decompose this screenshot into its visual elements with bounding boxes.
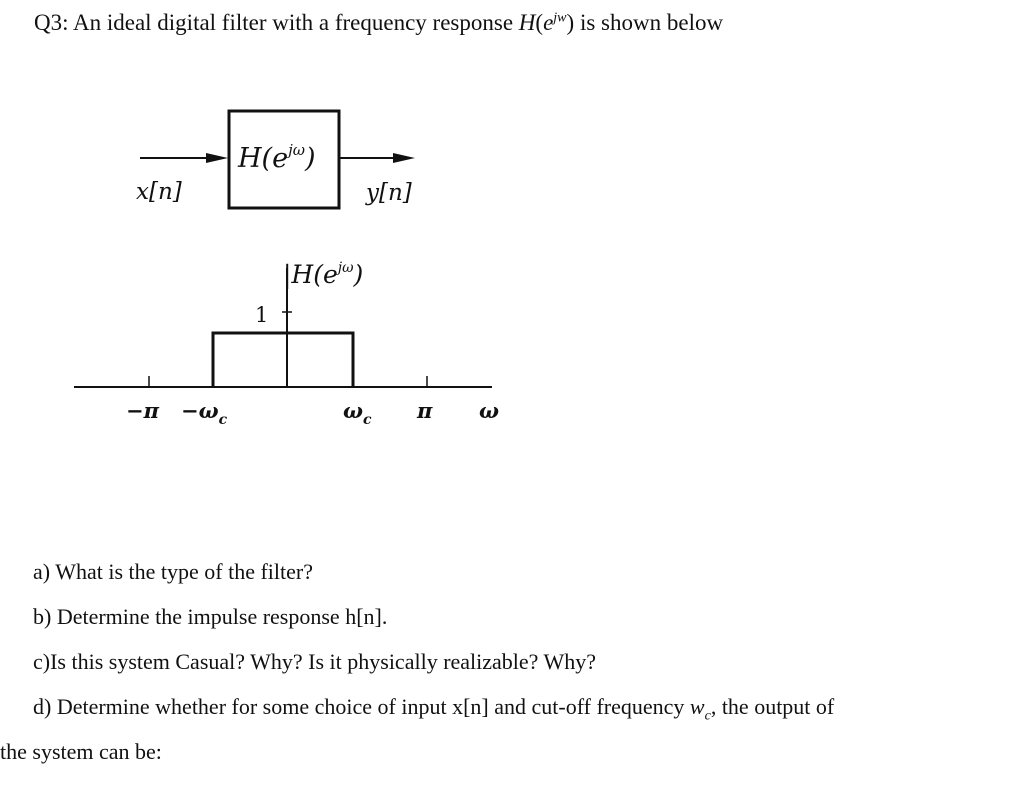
tick-label-neg-wc: $-\omega_c$ — [181, 398, 228, 428]
question-e-symbol: e — [543, 10, 554, 35]
filter-box-label: $H(e^{j\omega})$ — [238, 141, 316, 174]
block-diagram — [136, 111, 415, 208]
question-suffix: is shown below — [574, 10, 724, 35]
magnitude-axis-label: $|H(e^{j\omega})$ — [283, 260, 364, 289]
part-d-prefix: d) Determine whether for some choice of input x[n] and cut-off frequency — [33, 694, 690, 719]
level-label: 1 — [255, 303, 269, 327]
question-paren-close: ) — [566, 10, 575, 35]
tick-label-wc: $\omega_c$ — [343, 398, 372, 428]
question-prefix: Q3: An ideal digital filter with a frequency response — [34, 10, 519, 35]
part-a: a) What is the type of the filter? — [33, 559, 313, 584]
input-label: x[n] — [136, 179, 182, 205]
frequency-axis-label: ω — [479, 398, 499, 423]
question-h-symbol: H — [518, 10, 536, 35]
question-paren-open: ( — [535, 10, 544, 35]
part-b: b) Determine the impulse response h[n]. — [33, 604, 388, 629]
part-d-suffix: , the output of — [710, 694, 835, 719]
part-d — [33, 694, 834, 724]
part-d-subscript: c — [704, 708, 711, 724]
output-label: y[n] — [366, 180, 412, 206]
tick-label-neg-pi: −π — [126, 398, 159, 423]
part-d-w-symbol: w — [689, 694, 705, 719]
part-c: c)Is this system Casual? Why? Is it physically realizable? Why? — [33, 649, 597, 674]
part-d-continuation: the system can be: — [0, 739, 162, 764]
tick-label-pi: π — [417, 398, 433, 423]
input-arrow-head — [206, 153, 228, 163]
question-exponent: jw — [553, 10, 567, 26]
output-arrow-head — [393, 153, 415, 163]
frequency-response-plot — [74, 260, 499, 428]
passband-rectangle — [213, 333, 353, 387]
